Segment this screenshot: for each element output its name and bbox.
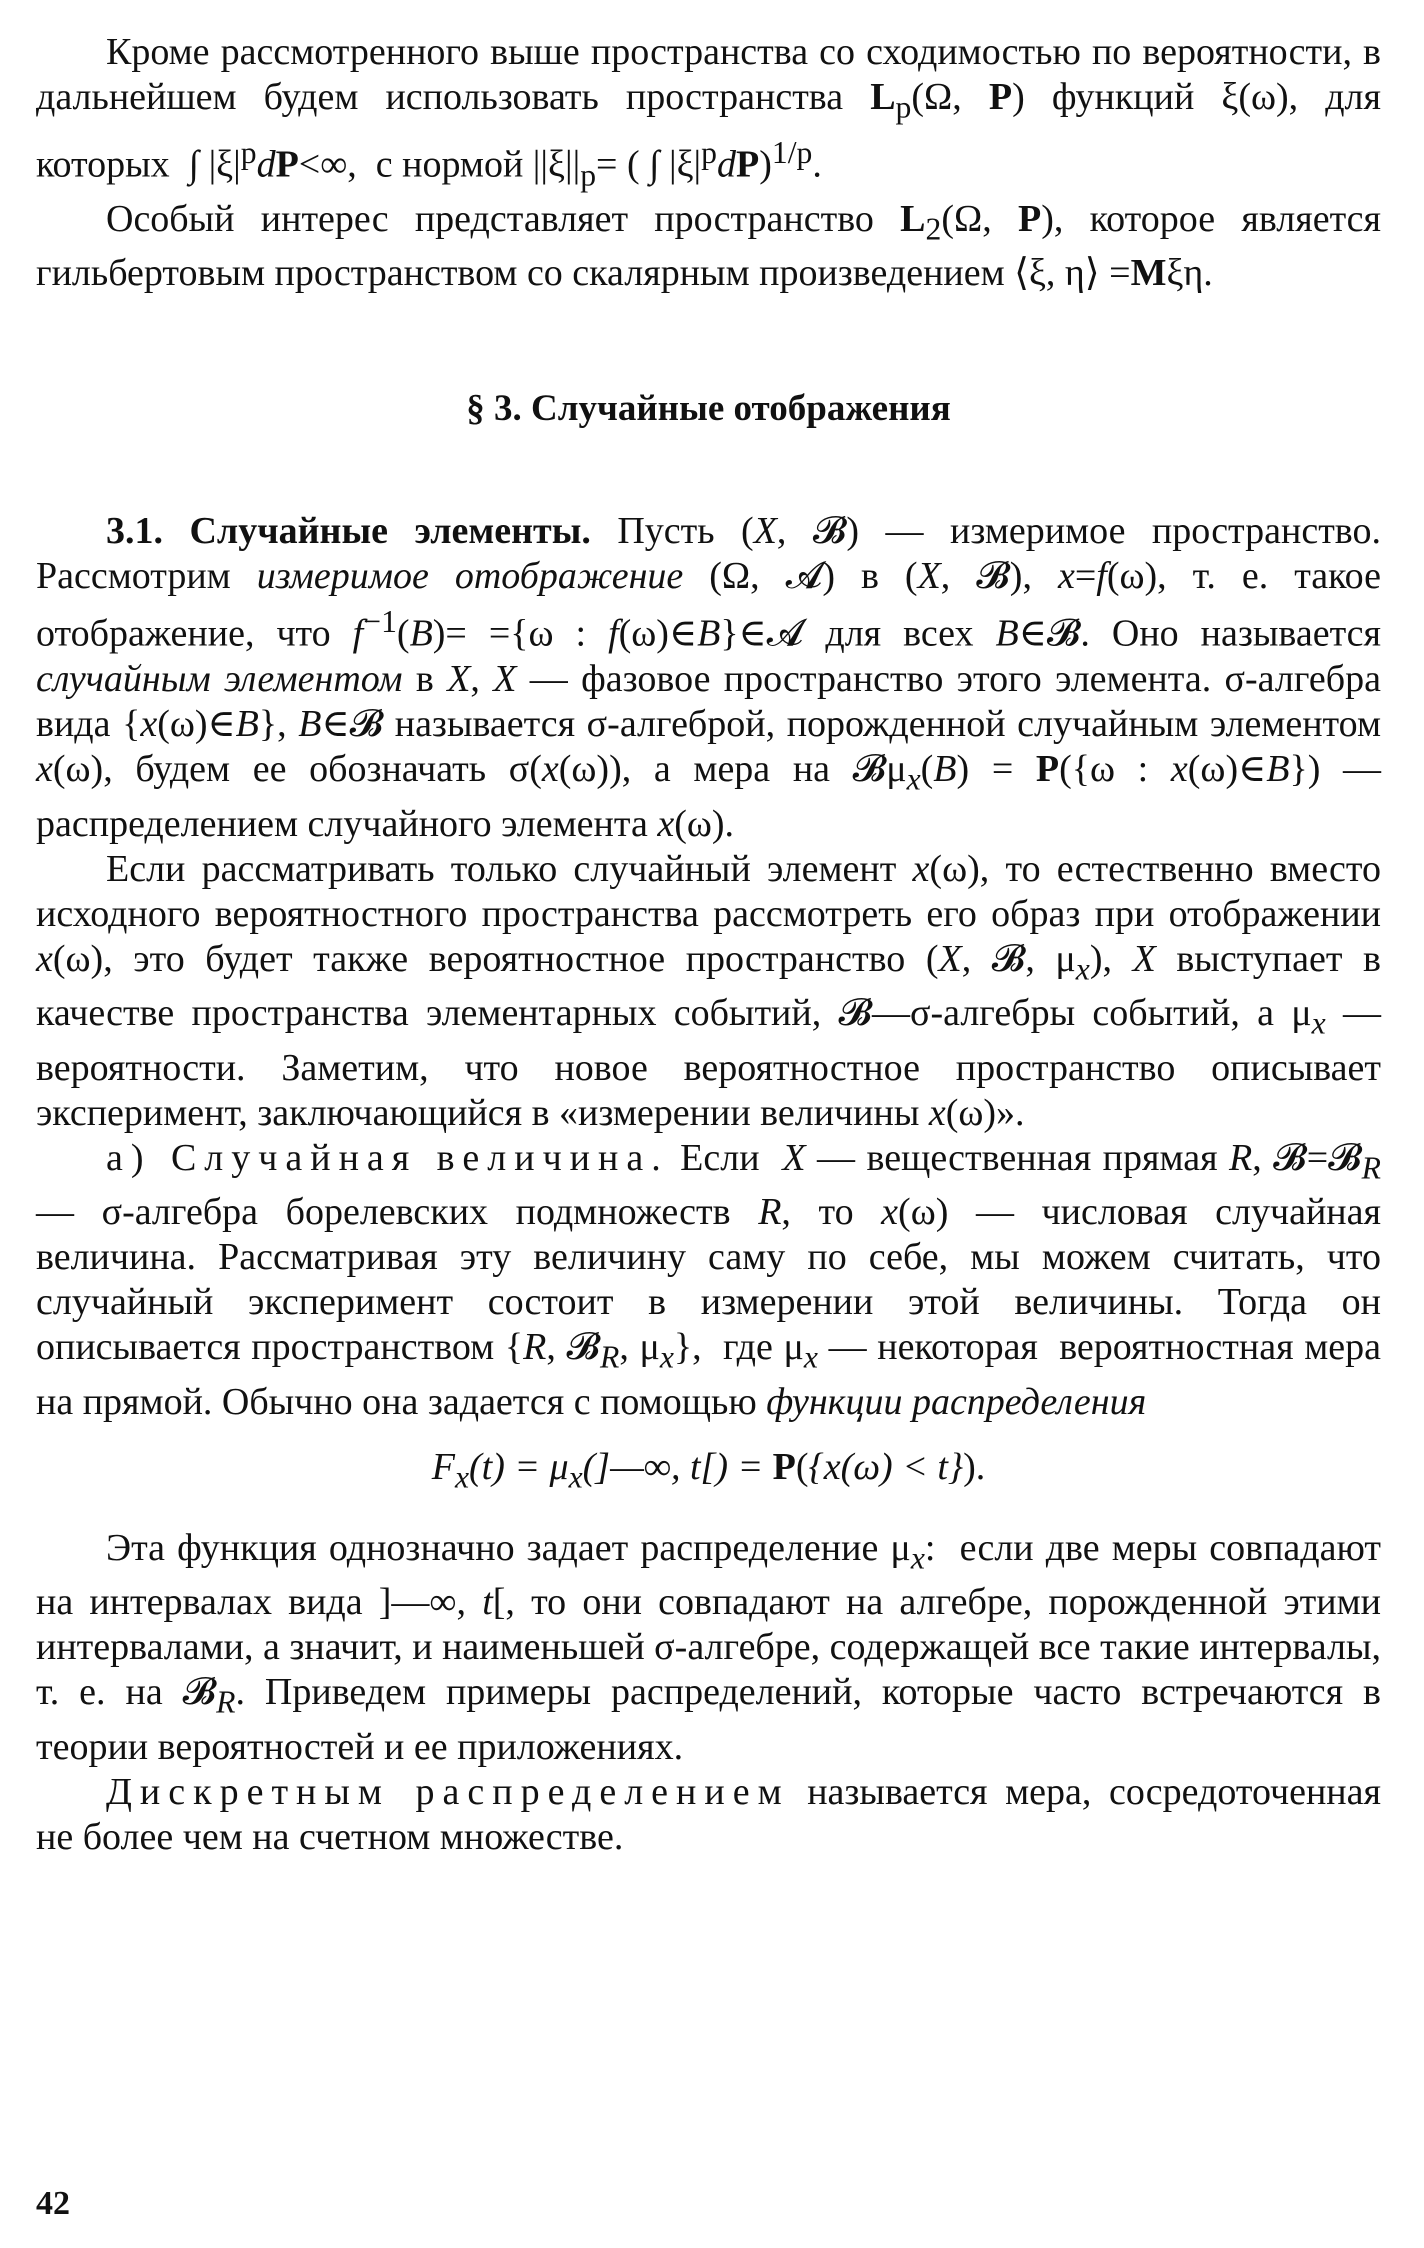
paragraph-random-elements: 3.1. Случайные элементы. Пусть (X, 𝓑) — измеримое пространство. Рассмотрим измеримое отображение (Ω, 𝓐) в (X, 𝓑), x=f(ω), т. е. такое отображение, что $f^{-1}(B)= =\{\omega$ : f(ω)∈B}∈𝓐 для всех B∈𝓑. Оно называется случайным элементом в X, X — фазовое пространство этого элемента. σ-алгебра вида {x(ω)∈B}, B∈𝓑 называется σ-алгеброй, порожденной случайным элементом x(ω), будем ее обозначать σ(x(ω)), а мера на 𝓑μ$_x$(B) = P({ω : x(ω)∈B}) — распределением случайного элемента x(ω). bbox=[36, 510, 1381, 845]
paragraph-random-variable: а) Случайная величина. Если X — вещественная прямая R, 𝓑=𝓑$_R$ — σ-алгебра борелевских подмножеств R, то x(ω) — числовая случайная величина. Рассматривая эту величину саму по себе, мы можем считать, что случайный эксперимент состоит в измерении этой величины. Тогда он описывается пространством {R, 𝓑$_R$, $\mu_x$}, где $\mu_x$ — некоторая вероятностная мера на прямой. Обычно она задается с помощью функции распределения bbox=[36, 1136, 1382, 1424]
paragraph-l2-hilbert: Особый интерес представляет пространство $L_2(\Omega$, P), которое является гильбертовым пространством со скалярным произведением ⟨ξ, η⟩ =Mξη. bbox=[36, 197, 1381, 295]
book-page bbox=[36, 30, 1381, 1860]
distribution-function-formula: $F_x(t)$ = $\mu_x(]—\infty$, t[) = P({x(ω) < t}). bbox=[431, 1446, 986, 1495]
discrete-distribution-text: называется мера, сосредоточенная не более чем на счетном множестве. bbox=[36, 1770, 1381, 1858]
random-variable-lead: а) Случайная величина. bbox=[106, 1136, 669, 1179]
discrete-distribution-lead: Дискретным распределением bbox=[106, 1770, 790, 1813]
paragraph-distribution-uniqueness: Эта функция однозначно задает распределение $\mu_x$: если две меры совпадают на интервалах вида ]—∞, t[, то они совпадают на алгебре, порожденной этими интервалами, а значит, и наименьшей σ-алгебре, содержащей все такие интервалы, т. е. на 𝓑$_R$. Приведем примеры распределений, которые часто встречаются в теории вероятностей и ее приложениях. bbox=[36, 1526, 1382, 1768]
section-heading: § 3. Случайные отображения bbox=[466, 388, 951, 430]
paragraph-lp-spaces: Кроме рассмотренного выше пространства со сходимостью по вероятности, в дальнейшем будем использовать пространства $L_p(\Omega$, P) функций ξ(ω), для которых ∫ $|\xi|^pdP<\infty$, с нормой $||\xi||_p=$ ( ∫ $|\xi|^pdP)^{1/p}$. bbox=[36, 31, 1381, 192]
paragraph-image-space: Если рассматривать только случайный элемент x(ω), то естественно вместо исходного вероятностного пространства рассмотреть его образ при отображении x(ω), это будет также вероятностное пространство (X, 𝓑, $\mu_x$), X выступает в качестве пространства элементарных событий, 𝓑—σ-алгебры событий, а $\mu_x$ — вероятности. Заметим, что новое вероятностное пространство описывает эксперимент, заключающийся в «измерении величины x(ω)». bbox=[36, 847, 1381, 1134]
page-number: 42 bbox=[36, 2185, 70, 2222]
paragraph-discrete-distribution bbox=[36, 1770, 1381, 1860]
subsection-title: 3.1. Случайные элементы. bbox=[106, 510, 591, 553]
